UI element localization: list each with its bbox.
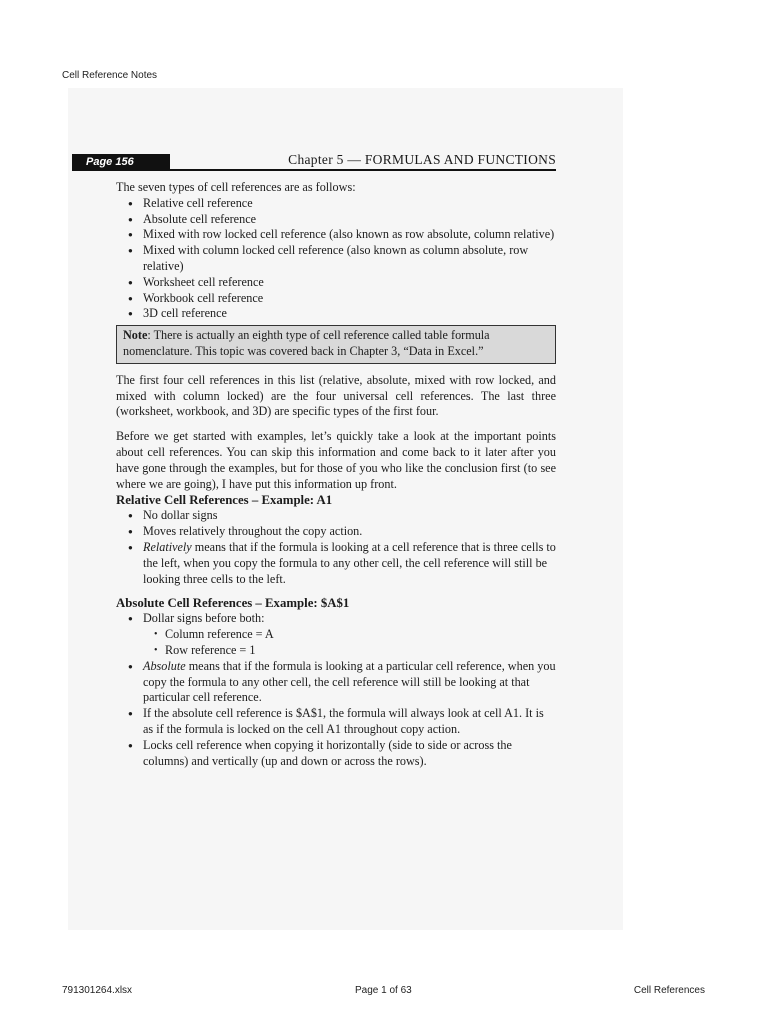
list-item	[116, 659, 556, 706]
page-number-label: Page 156	[86, 156, 134, 168]
paragraph-before-examples: Before we get started with examples, let’s quickly take a look at the important points about cell references. You can skip this information and come back to it later after you have gone through the examples, but for those of you who like the conclusion first (to see where we are going), I have put this information up front.	[116, 429, 556, 491]
list-item: ● Relative cell reference	[116, 196, 556, 212]
intro-text: The seven types of cell references are as follows:	[116, 180, 356, 194]
sub-list-item: • Row reference = 1	[116, 643, 556, 659]
list-item-text: means that if the formula is looking at a cell reference that is three cells to the left, when you copy the formula to any other cell, the cell reference will still be looking three cells to the left.	[143, 539, 556, 586]
list-item: ● Moves relatively throughout the copy action.	[116, 524, 556, 540]
list-item: ● Locks cell reference when copying it horizontally (side to side or across the columns) and vertically (up and down or across the rows).	[116, 738, 556, 770]
sub-list-item: • Column reference = A	[116, 627, 556, 643]
list-item: ● Mixed with column locked cell reference (also known as column absolute, row relative)	[116, 243, 556, 275]
list-item: ● Worksheet cell reference	[116, 275, 556, 291]
list-item: ● No dollar signs	[116, 508, 556, 524]
list-item: ● 3D cell reference	[116, 306, 556, 322]
list-item	[116, 611, 556, 658]
absolute-section-heading: Absolute Cell References – Example: $A$1	[116, 596, 350, 611]
page-body	[116, 180, 556, 769]
list-item	[116, 540, 556, 587]
list-item: ● Workbook cell reference	[116, 291, 556, 307]
note-box	[116, 325, 556, 364]
list-item: ● If the absolute cell reference is $A$1, the formula will always look at cell A1. It is as if the formula is locked on the cell A1 throughout copy action.	[116, 706, 556, 738]
sub-list	[116, 627, 556, 659]
emphasis-text: Relatively	[143, 539, 192, 554]
list-item-text: Dollar signs before both:	[143, 611, 265, 626]
emphasis-text: Absolute	[143, 658, 186, 673]
footer-sheet-name: Cell References	[633, 985, 705, 996]
note-label: Note	[123, 328, 148, 343]
note-text: : There is actually an eighth type of cell reference called table formula nomenclature. This topic was covered back in Chapter 3, “Data in Excel.”	[123, 328, 490, 358]
document-header: Cell Reference Notes	[62, 70, 158, 81]
absolute-list	[116, 611, 556, 769]
list-item-text: means that if the formula is looking at a particular cell reference, when you copy the formula to any other cell, the cell reference will still be looking at that particular cell reference.	[143, 658, 556, 705]
chapter-rule	[72, 169, 556, 171]
list-item: ● Mixed with row locked cell reference (also known as row absolute, column relative)	[116, 227, 556, 243]
footer-page-number: Page 1 of 63	[355, 985, 412, 996]
list-item: ● Absolute cell reference	[116, 212, 556, 228]
relative-list	[116, 508, 556, 587]
reference-types-list	[116, 196, 556, 322]
paragraph-universal-references: The first four cell references in this list (relative, absolute, mixed with row locked, and mixed with column locked) are the four universal cell references. The last three (worksheet, workbook, and 3D) are specific types of the first four.	[116, 372, 556, 419]
footer-filename: 791301264.xlsx	[62, 985, 133, 996]
chapter-title: Chapter 5 — FORMULAS AND FUNCTIONS	[288, 152, 556, 167]
relative-section-heading: Relative Cell References – Example: A1	[116, 493, 333, 508]
